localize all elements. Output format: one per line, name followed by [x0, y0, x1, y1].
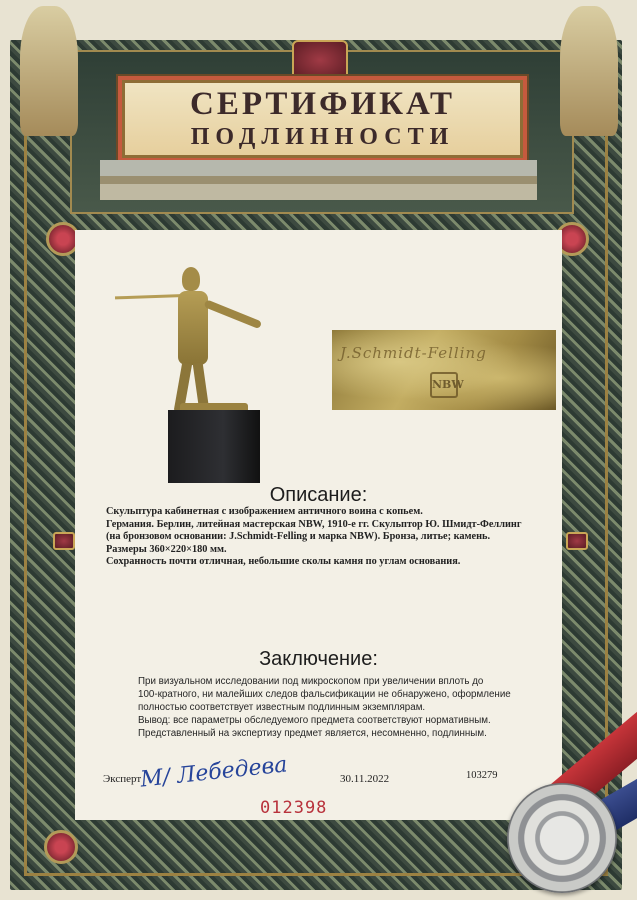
title-cartouche	[122, 80, 523, 158]
expert-label: Эксперт	[103, 773, 142, 785]
foundry-mark: NBW	[430, 372, 458, 398]
warrior-arm-shape	[204, 299, 263, 329]
conclusion-heading: Заключение:	[259, 648, 378, 670]
conclusion-line: 100-кратного, ни малейших следов фальсификации не обнаружено, оформление	[138, 689, 511, 700]
warrior-head-shape	[182, 267, 200, 291]
issue-date: 30.11.2022	[340, 773, 390, 785]
certificate-title: СЕРТИФИКАТ	[190, 86, 455, 122]
certificate-subtitle: ПОДЛИННОСТИ	[190, 124, 455, 150]
conclusion-line: Вывод: все параметры обследуемого предмета соответствуют нормативным.	[138, 715, 491, 726]
left-statue-ornament	[20, 6, 78, 136]
right-statue-ornament	[560, 6, 618, 136]
monogram-emblem	[292, 40, 348, 80]
stone-pedestal-shape	[168, 410, 260, 483]
corner-medallion-bottom-left	[44, 830, 78, 864]
side-medallion-left	[53, 532, 75, 550]
conclusion-text	[138, 675, 518, 740]
description-text	[106, 506, 546, 569]
conclusion-line: При визуальном исследовании под микроскопом при увеличении вплоть до	[138, 676, 484, 687]
sculpture-photo	[110, 255, 280, 485]
description-line: Скульптура кабинетная с изображением античного воина с копьем.	[106, 506, 423, 517]
conclusion-line: полностью соответствует известным подлинным экземплярам.	[138, 702, 426, 713]
description-line: Германия. Берлин, литейная мастерская NBW, 1910-е гг. Скульптор Ю. Шмидт-Феллинг	[106, 518, 522, 530]
engraved-signature: J.Schmidt-Felling	[340, 344, 487, 362]
serial-number: 012398	[260, 798, 328, 818]
security-seal	[507, 783, 617, 893]
description-line: (на бронзовом основании: J.Schmidt-Felling и марка NBW). Бронза, литье; камень.	[106, 531, 491, 542]
certificate-number: 103279	[466, 770, 498, 781]
description-line: Сохранность почти отличная, небольшие сколы камня по углам основания.	[106, 556, 461, 567]
signature-detail-photo	[332, 330, 556, 410]
description-line: Размеры 360×220×180 мм.	[106, 543, 227, 555]
side-medallion-right	[566, 532, 588, 550]
conclusion-line: Представленный на экспертизу предмет является, несомненно, подлинным.	[138, 728, 487, 739]
warrior-body-shape	[178, 291, 208, 365]
expert-signature: M/ Лебедева	[139, 752, 289, 793]
description-heading: Описание:	[269, 484, 368, 506]
city-panorama	[100, 160, 537, 200]
